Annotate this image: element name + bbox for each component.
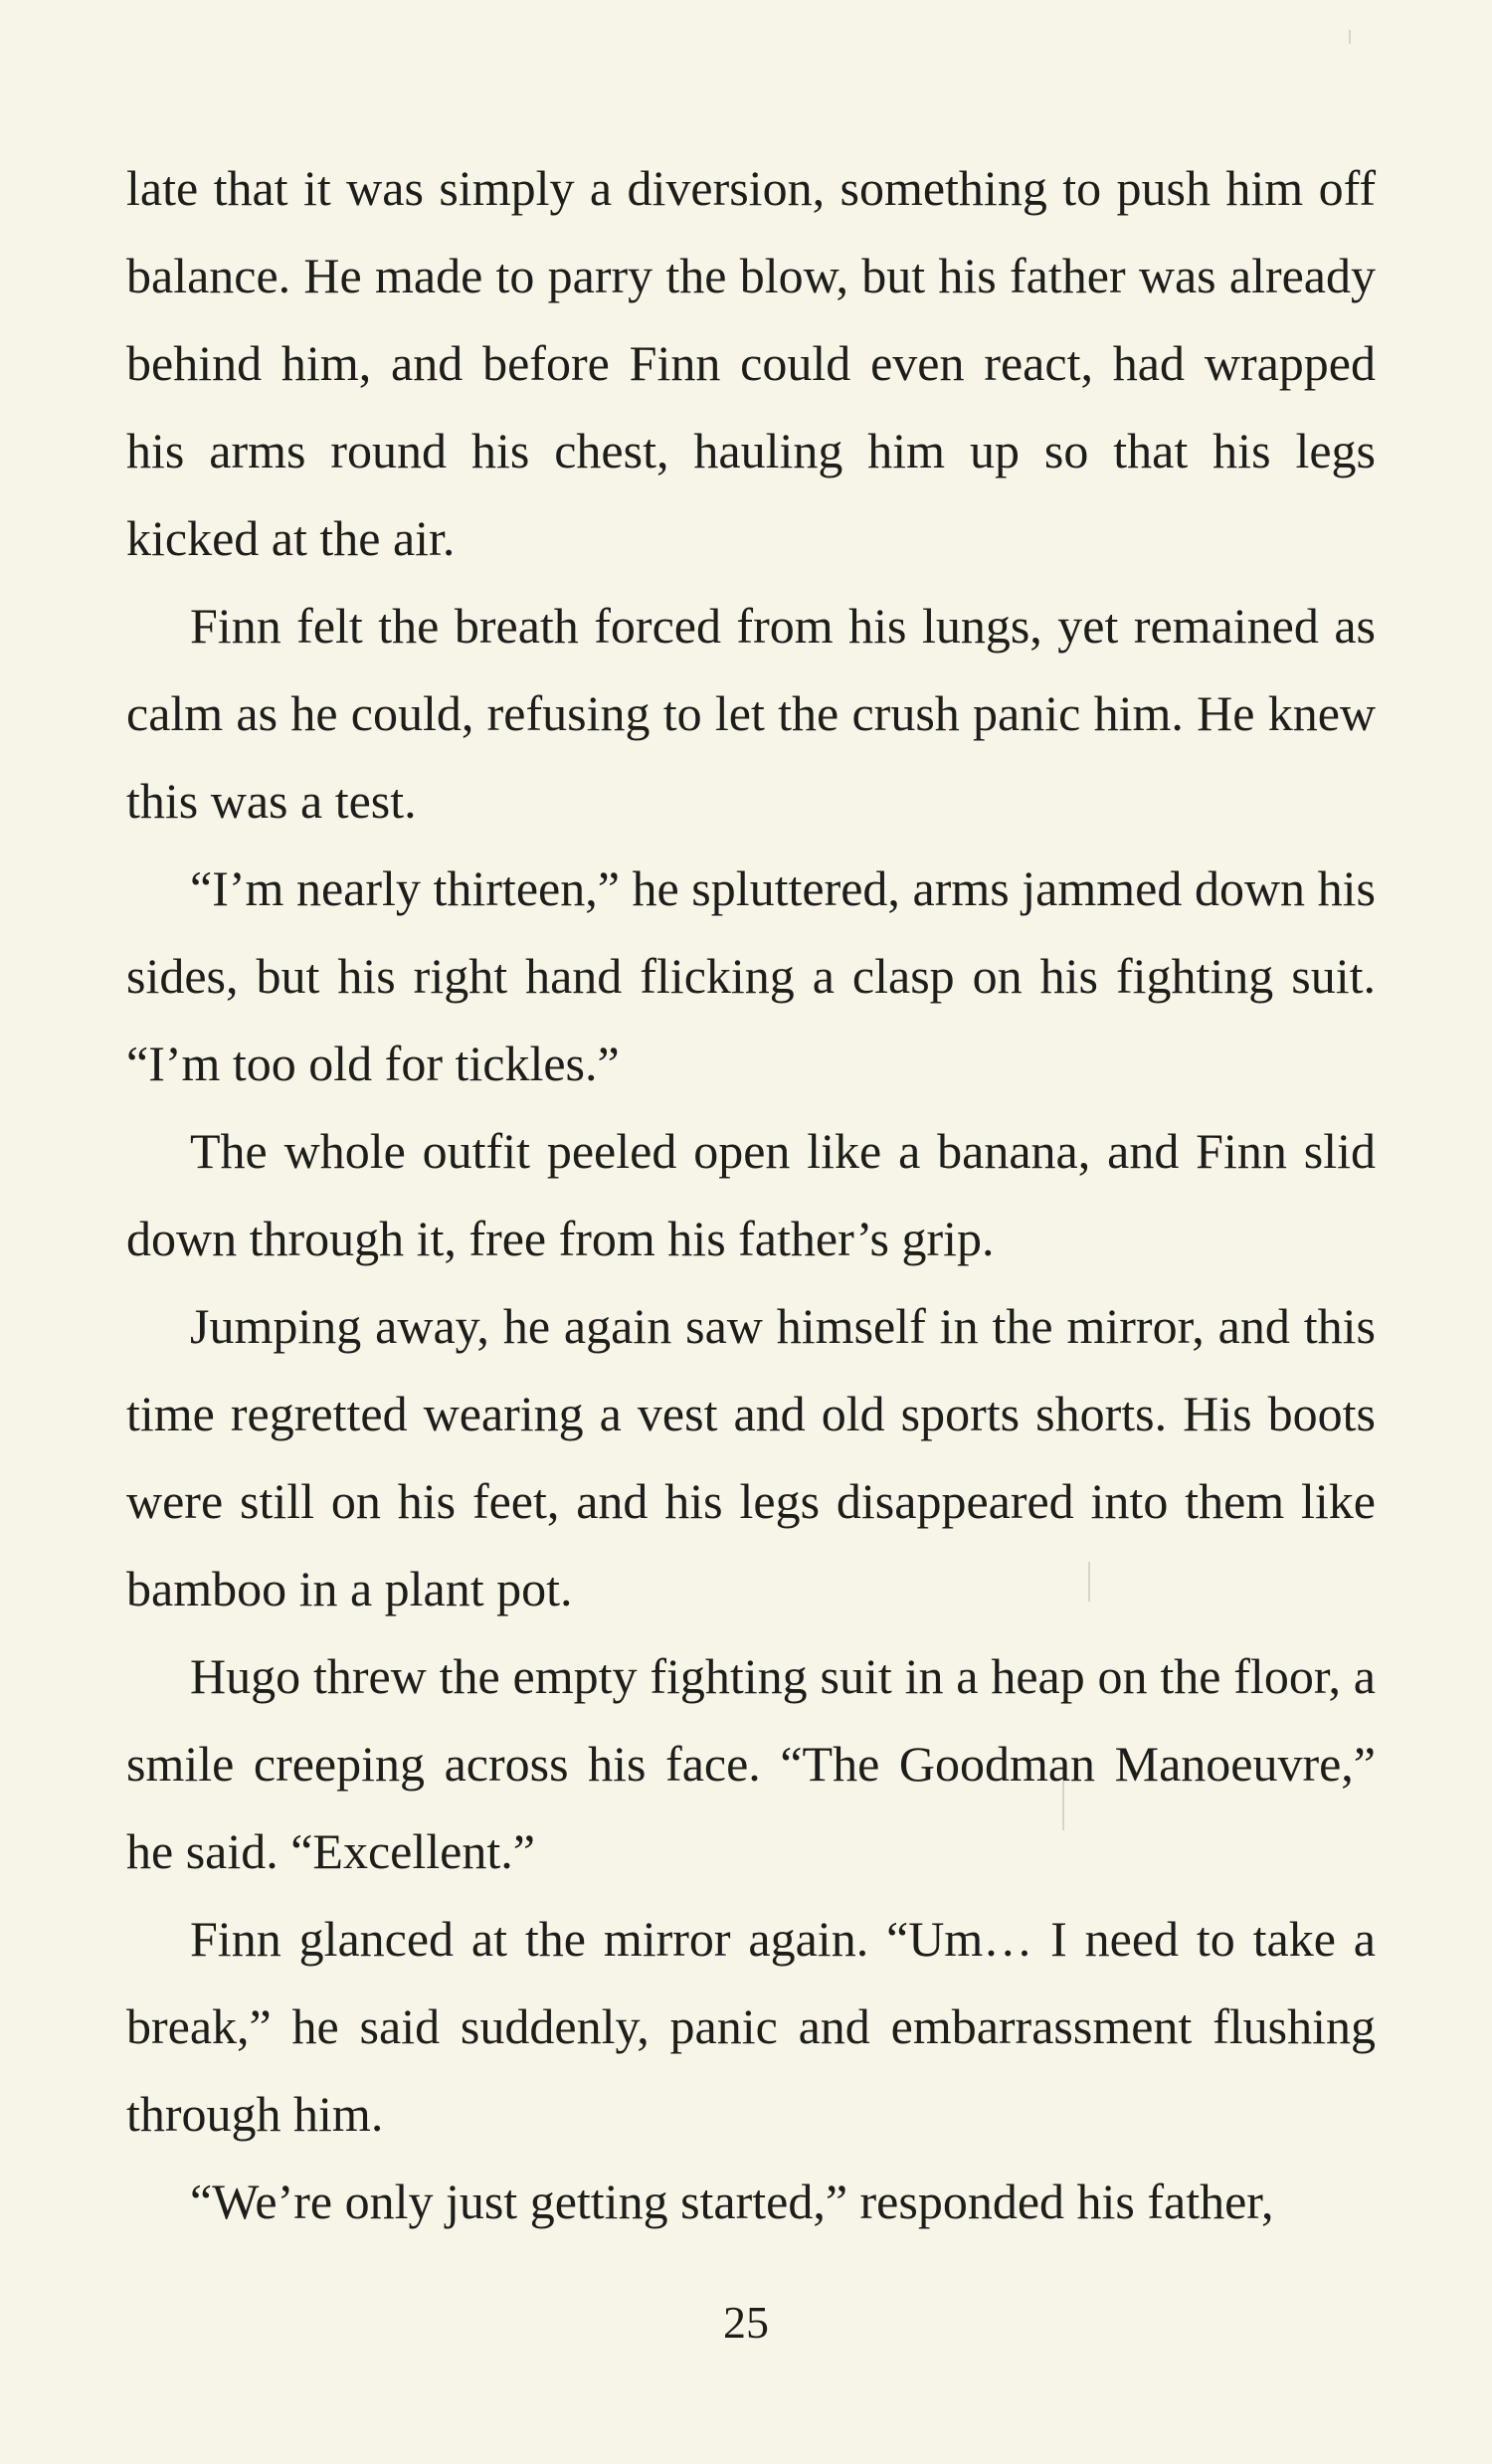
page-number: 25 [723, 2297, 769, 2348]
paragraph: Jumping away, he again saw himself in the mirror, and this time regretted wearing a vest and old sports shorts. His boots were still on his feet, and his legs disappeared into them like bamboo in a plant pot. [126, 1298, 1376, 1616]
paragraph: late that it was simply a diversion, something to push him off balance. He made to parry the blow, but his father was already behind him, and before Finn could even react, had wrapped his arms round his chest, hauling him up so that his legs kicked at the air. [126, 160, 1376, 566]
paragraph: The whole outfit peeled open like a banana, and Finn slid down through it, free from his father’s grip. [126, 1123, 1376, 1266]
paragraph: Hugo threw the empty fighting suit in a heap on the floor, a smile creeping across his face. “The Goodman Manoeuvre,” he said. “Excellent.” [126, 1648, 1376, 1879]
paragraph: Finn felt the breath forced from his lungs, yet remained as calm as he could, refusing to let the crush panic him. He knew this was a test. [126, 598, 1376, 829]
body-text [126, 144, 1376, 2245]
paragraph: Finn glanced at the mirror again. “Um… I need to take a break,” he said suddenly, panic and embarrassment flushing through him. [126, 1911, 1376, 2142]
scan-mark [1349, 30, 1351, 44]
paragraph: “I’m nearly thirteen,” he spluttered, arms jammed down his sides, but his right hand flicking a clasp on his fighting suit. “I’m too old for tickles.” [126, 860, 1376, 1091]
paragraph: “We’re only just getting started,” responded his father, [190, 2174, 1274, 2229]
